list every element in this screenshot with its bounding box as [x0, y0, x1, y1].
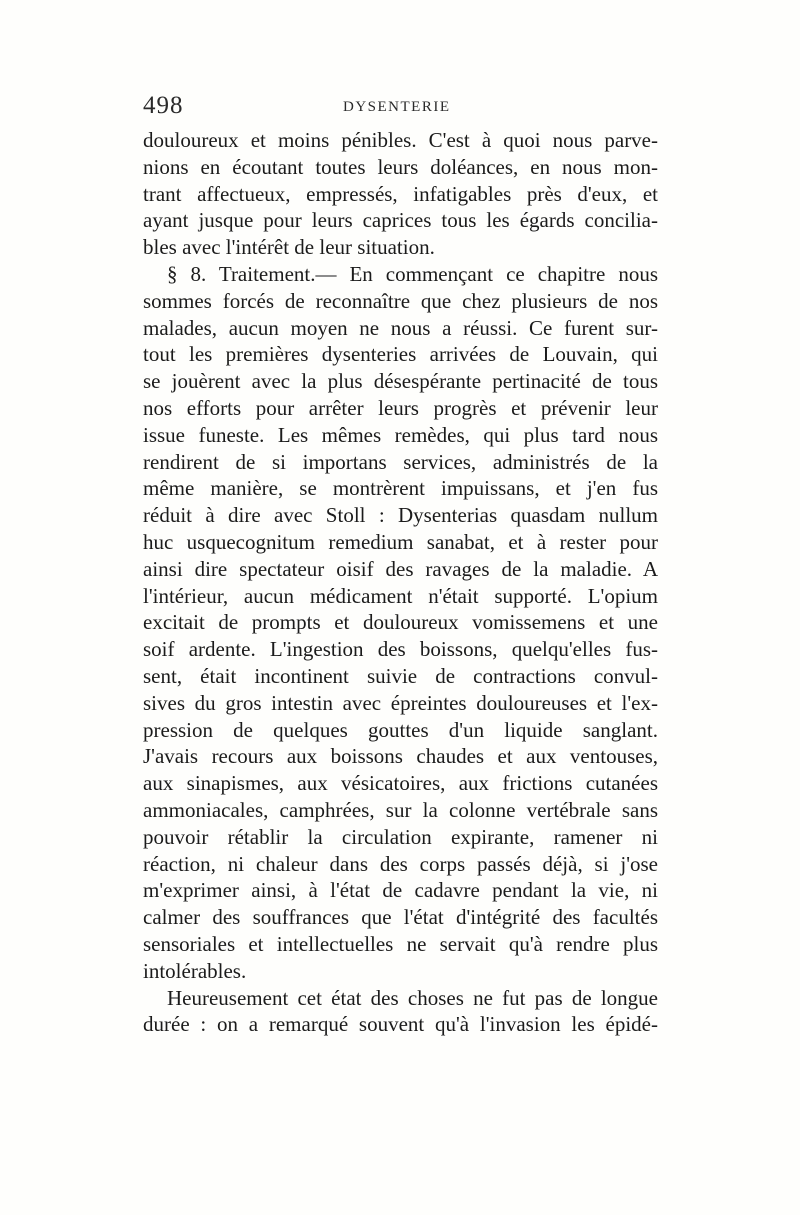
text-line: sensoriales et intellectuelles ne servait qu'à rendre plus	[143, 931, 658, 956]
text-line: ayant jusque pour leurs caprices tous les égards concilia-	[143, 208, 658, 233]
text-line: m'exprimer ainsi, à l'état de cadavre pendant la vie, ni	[143, 878, 658, 903]
text-line: intolérables.	[143, 958, 247, 983]
text-line: se jouèrent avec la plus désespérante pertinacité de tous	[143, 369, 658, 394]
page-number: 498	[143, 92, 184, 119]
text-line: pression de quelques gouttes d'un liquide sanglant.	[143, 717, 658, 742]
body-text	[143, 127, 658, 1038]
text-line	[143, 261, 658, 288]
text-line: soif ardente. L'ingestion des boissons, quelqu'elles fus-	[143, 637, 658, 662]
text-line: pouvoir rétablir la circulation expirante, ramener ni	[143, 824, 658, 849]
text-line: douloureux et moins pénibles. C'est à quoi nous parve-	[143, 128, 658, 152]
text-line: malades, aucun moyen ne nous a réussi. Ce furent sur-	[143, 315, 658, 340]
text-line: même manière, se montrèrent impuissans, et j'en fus	[143, 476, 658, 501]
text-line	[143, 985, 658, 1012]
text-line: nions en écoutant toutes leurs doléances, en nous mon-	[143, 154, 658, 179]
text-line: rendirent de si importans services, administrés de la	[143, 449, 658, 474]
text-line: nos efforts pour arrêter leurs progrès et prévenir leur	[143, 395, 658, 420]
text-line: bles avec l'intérêt de leur situation.	[143, 235, 435, 260]
running-head: DYSENTERIE	[343, 99, 451, 115]
text-line: sent, était incontinent suivie de contractions convul-	[143, 663, 658, 688]
text-line: l'intérieur, aucun médicament n'était supporté. L'opium	[143, 583, 658, 608]
text-line: ainsi dire spectateur oisif des ravages de la maladie. A	[143, 556, 658, 581]
text-line: trant affectueux, empressés, infatigables près d'eux, et	[143, 181, 658, 206]
paragraph-start-line: Heureusement cet état des choses ne fut pas de longue	[167, 985, 658, 1010]
section-heading-line: § 8. Traitement.— En commençant ce chapitre nous	[167, 261, 658, 286]
text-line: tout les premières dysenteries arrivées de Louvain, qui	[143, 342, 658, 367]
text-line: réduit à dire avec Stoll : Dysenterias quasdam nullum	[143, 503, 658, 528]
text-line: aux sinapismes, aux vésicatoires, aux frictions cutanées	[143, 771, 658, 796]
text-line: sives du gros intestin avec épreintes douloureuses et l'ex-	[143, 690, 658, 715]
text-line: ammoniacales, camphrées, sur la colonne vertébrale sans	[143, 797, 658, 822]
text-line: J'avais recours aux boissons chaudes et aux ventouses,	[143, 744, 658, 769]
text-line: issue funeste. Les mêmes remèdes, qui plus tard nous	[143, 422, 658, 447]
text-line: huc usquecognitum remedium sanabat, et à rester pour	[143, 529, 658, 554]
text-line: réaction, ni chaleur dans des corps passés déjà, si j'ose	[143, 851, 658, 876]
page-header	[143, 92, 658, 122]
text-line: sommes forcés de reconnaître que chez plusieurs de nos	[143, 288, 658, 313]
text-line: calmer des souffrances que l'état d'intégrité des facultés	[143, 905, 658, 930]
text-line: durée : on a remarqué souvent qu'à l'invasion les épidé-	[143, 1012, 658, 1037]
text-line: excitait de prompts et douloureux vomissemens et une	[143, 610, 658, 635]
